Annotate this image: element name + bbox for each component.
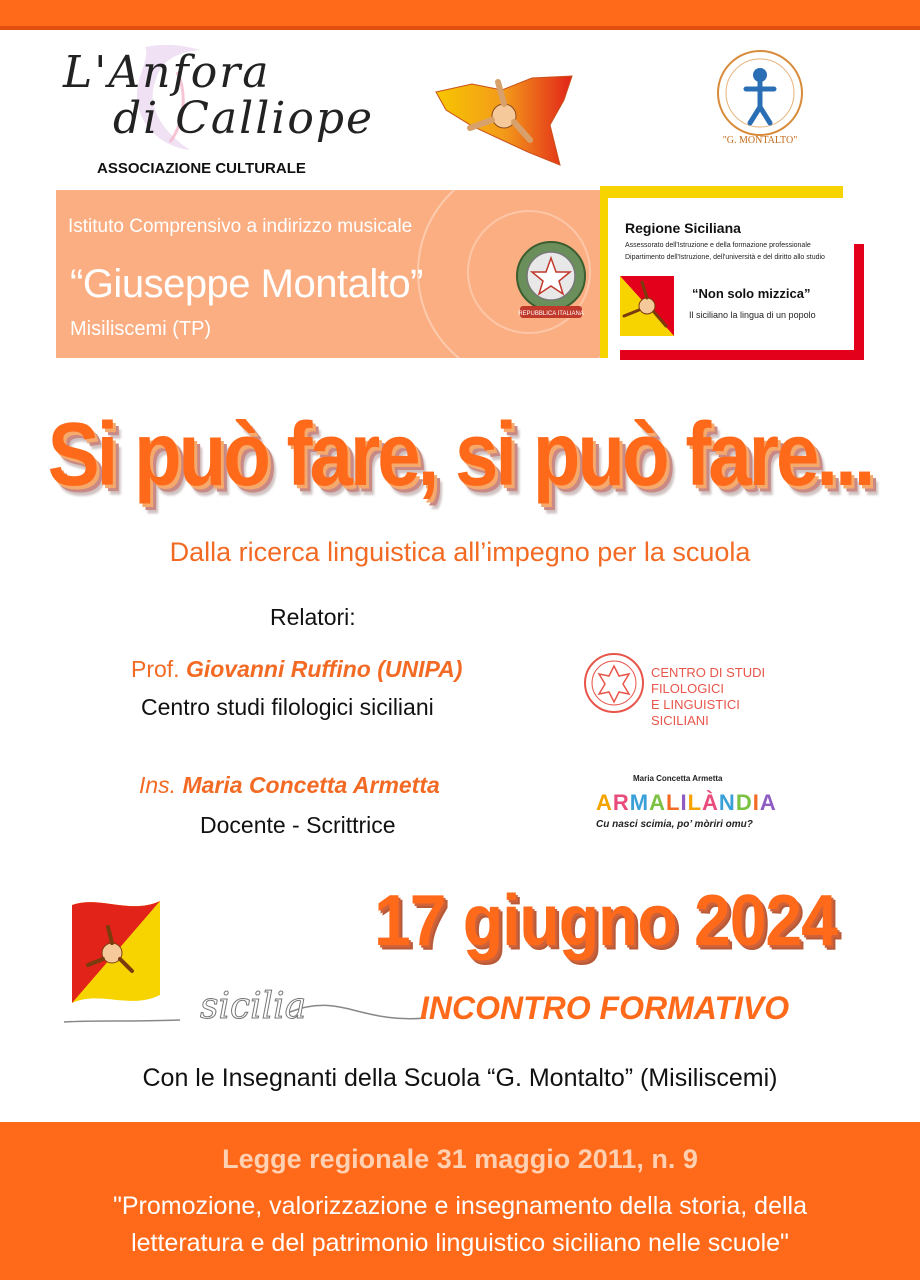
event-participants: Con le Insegnanti della Scuola “G. Montalto” (Misiliscemi) (142, 1064, 778, 1092)
speaker-2-prefix: Ins. (139, 772, 177, 798)
csfls-line: FILOLOGICI (651, 681, 724, 696)
armalilandia-letter: L (687, 790, 703, 815)
armalilandia-letter: A (649, 790, 666, 815)
trinacria-icon (620, 276, 674, 336)
event-subtitle: Dalla ricerca linguistica all’impegno per la scuola (169, 537, 751, 567)
regione-red-border (854, 244, 864, 360)
regione-assessorato: Assessorato dell'Istruzione e della formazione professionale (625, 242, 811, 249)
speaker-1-fullname: Giovanni Ruffino (UNIPA) (185, 656, 463, 682)
footer-line: "Promozione, valorizzazione e insegnamento della storia, della (113, 1192, 807, 1220)
armalilandia-letter: N (718, 790, 736, 815)
sicily-map-icon (432, 70, 577, 170)
regione-yellow-border (600, 186, 608, 358)
relatori-label: Relatori: (270, 604, 356, 630)
armalilandia-letter: A (759, 790, 777, 815)
armalilandia-author: Maria Concetta Armetta (633, 774, 723, 783)
armalilandia-letter: À (702, 790, 719, 815)
speaker-1-prefix: Prof. (131, 656, 180, 682)
footer-line: letteratura e del patrimonio linguistico siciliano nelle scuole" (131, 1229, 789, 1257)
anfora-title (63, 47, 375, 144)
event-title: Si può fare, si può fare... (47, 403, 873, 505)
regione-red-border (620, 350, 864, 360)
csfls-seal-icon (583, 652, 645, 714)
anfora-line1: L'Anfora (63, 47, 271, 98)
regione-motto: “Non solo mizzica” (692, 286, 811, 301)
armalilandia-letter: A (596, 790, 613, 815)
csfls-line: E LINGUISTICI (651, 697, 740, 712)
event-date: 17 giugno 2024 (374, 879, 837, 961)
csfls-name (651, 665, 765, 729)
sicilia-script-wordmark (60, 982, 430, 1028)
school-type: Istituto Comprensivo a indirizzo musicale (68, 216, 413, 237)
armalilandia-subtitle: Cu nasci scimia, po’ mòriri omu? (596, 819, 753, 830)
speaker-2-fullname: Maria Concetta Armetta (182, 772, 440, 798)
italian-emblem-icon (510, 236, 592, 326)
emblem-label: REPUBBLICA ITALIANA (518, 311, 584, 317)
speaker-1-role: Centro studi filologici siciliani (141, 694, 434, 720)
armalilandia-letter: L (666, 790, 681, 815)
csfls-line: SICILIANI (651, 713, 709, 728)
speaker-2-name (139, 772, 440, 799)
school-name: “Giuseppe Montalto” (70, 262, 423, 306)
armalilandia-title (596, 790, 777, 816)
footer-law-description (20, 1188, 900, 1262)
csfls-line: CENTRO DI STUDI (651, 665, 766, 680)
footer-law-title: Legge regionale 31 maggio 2011, n. 9 (222, 1144, 698, 1174)
anfora-subtitle: ASSOCIAZIONE CULTURALE (97, 160, 306, 177)
montalto-school-logo (710, 45, 810, 150)
anfora-line2: di Calliope (113, 93, 375, 144)
armalilandia-letter: R (612, 790, 630, 815)
speaker-1-name (131, 656, 462, 683)
armalilandia-letter: D (735, 790, 753, 815)
top-orange-bar (0, 0, 920, 30)
regione-motto-subtitle: Il siciliano la lingua di un popolo (689, 310, 816, 320)
regione-dipartimento: Dipartimento dell'Istruzione, dell'università e del diritto allo studio (625, 254, 825, 261)
armalilandia-letter: I (752, 790, 760, 815)
regione-title: Regione Siciliana (625, 220, 741, 236)
armalilandia-letter: I (680, 790, 688, 815)
montalto-logo-label: "G. MONTALTO" (722, 135, 798, 146)
school-place: Misiliscemi (TP) (70, 318, 212, 340)
sicilia-word-text: sicilia (200, 986, 307, 1027)
armalilandia-letter: M (629, 790, 650, 815)
anfora-logo (55, 42, 385, 182)
regione-yellow-border (600, 186, 843, 198)
speaker-2-role: Docente - Scrittrice (200, 812, 396, 838)
event-type: INCONTRO FORMATIVO (420, 990, 790, 1026)
